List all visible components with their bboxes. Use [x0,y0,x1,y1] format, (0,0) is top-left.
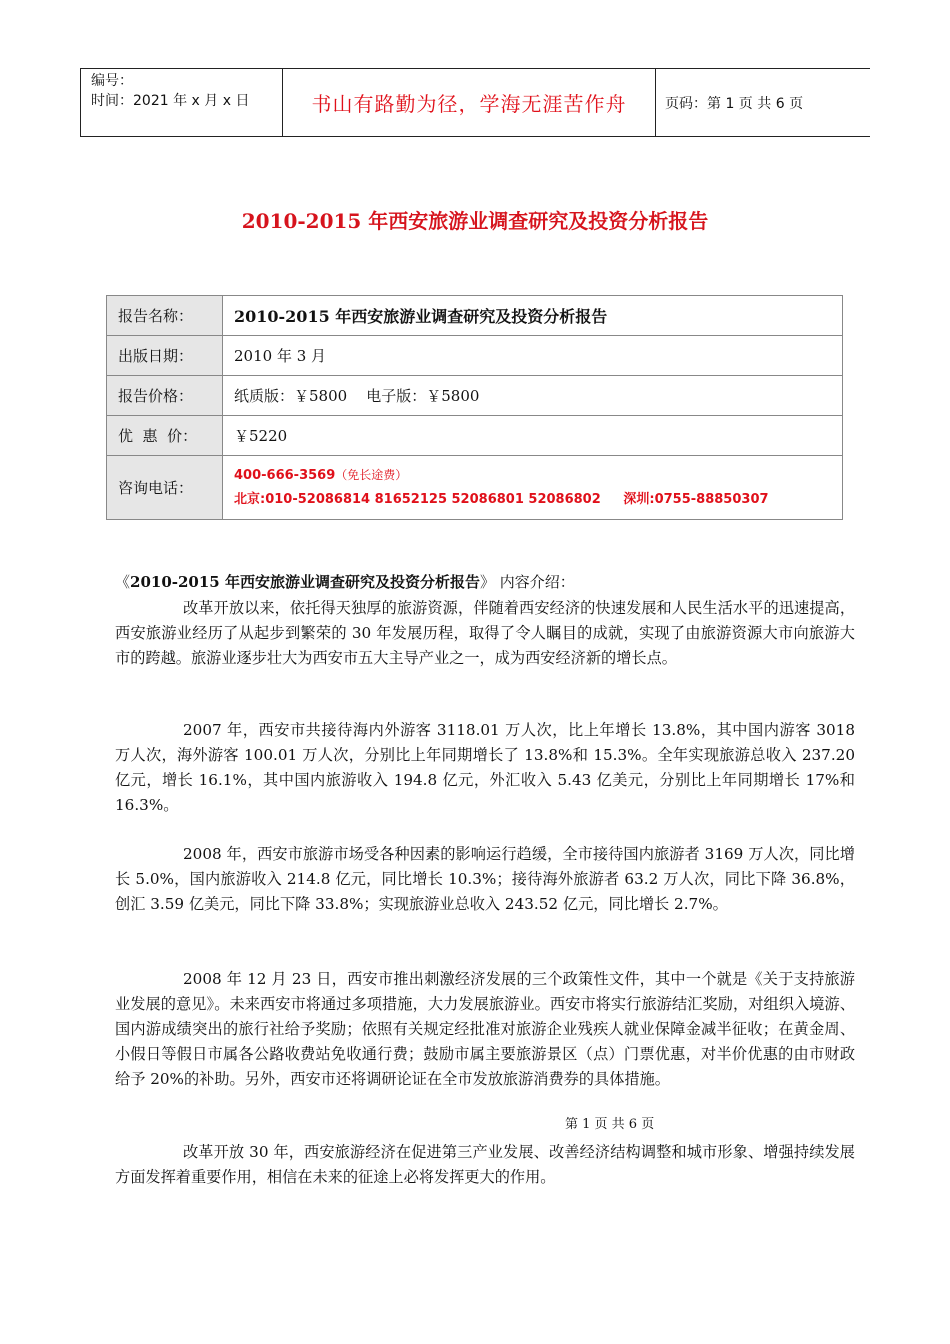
report-info-table [106,295,843,520]
table-row [107,296,843,336]
info-key: 优 惠 价： [107,416,223,456]
info-value-publish-date: 2010 年 3 月 [223,336,843,376]
doc-time-label: 时间：2021 年 x 月 x 日 [91,93,250,109]
document-header [80,68,870,137]
info-key: 报告名称： [107,296,223,336]
table-row [107,376,843,416]
intro-prefix: 《 [115,573,131,591]
intro-suffix: 》 内容介绍： [479,573,575,591]
info-value-price: 纸质版：￥5800 电子版：￥5800 [223,376,843,416]
doc-number-label: 编号： [91,73,133,89]
header-page-label: 页码：第 1 页 共 6 页 [665,96,804,112]
hotline-note: （免长途费） [335,468,408,482]
hotline-number[interactable]: 400-666-3569 [234,468,336,483]
table-row [107,336,843,376]
info-key: 报告价格： [107,376,223,416]
hotline-line [234,463,842,488]
intro-report-name: 2010-2015 年西安旅游业调查研究及投资分析报告 [130,573,480,591]
body-paragraph: 2008 年 12 月 23 日，西安市推出刺激经济发展的三个政策性文件，其中一个就是《关于支持旅游业发展的意见》。未来西安市将通过多项措施，大力发展旅游业。西安市将实行旅游结汇奖励，对组织入境游、国内游成绩突出的旅行社给予奖励；依照有关规定经批准对旅游企业残疾人就业保障金减半征收；在黄金周、小假日等假日市属各公路收费站免收通行费；鼓励市属主要旅游景区（点）门票优惠，对半价优惠的由市财政给予 20%的补助。另外，西安市还将调研论证在全市发放旅游消费券的具体措施。 [115,970,855,1088]
body-paragraph: 2007 年，西安市共接待海内外游客 3118.01 万人次，比上年增长 13.8%，其中国内游客 3018 万人次，海外游客 100.01 万人次，分别比上年同期增长了 13.8%和 15.3%。全年实现旅游总收入 237.20 亿元，增长 16.1%，其中国内旅游收入 194.8 亿元，外汇收入 5.43 亿美元，分别比上年同期增长 17%和 16.3%。 [115,721,855,814]
info-key: 出版日期： [107,336,223,376]
info-value-discount-price: ￥5220 [223,416,843,456]
page-number-footer: 第 1 页 共 6 页 [565,1117,655,1132]
header-meta-cell [81,69,283,136]
body-paragraph: 2008 年，西安市旅游市场受各种因素的影响运行趋缓，全市接待国内旅游者 3169 万人次，同比增长 5.0%，国内旅游收入 214.8 亿元，同比增长 10.3%；接待海外旅游者 63.2 万人次，同比下降 36.8%，创汇 3.59 亿美元，同比下降 33.8%；实现旅游业总收入 243.52 亿元，同比增长 2.7%。 [115,845,855,913]
intro-heading [115,571,575,592]
phone-numbers: 北京:010-52086814 81652125 52086801 52086802 深圳:0755-88850307 [234,492,769,507]
table-row [107,416,843,456]
body-paragraph: 改革开放以来，依托得天独厚的旅游资源，伴随着西安经济的快速发展和人民生活水平的迅速提高，西安旅游业经历了从起步到繁荣的 30 年发展历程，取得了令人瞩目的成就，实现了由旅游资源大市向旅游大市的跨越。旅游业逐步壮大为西安市五大主导产业之一，成为西安经济新的增长点。 [115,599,855,667]
info-key: 咨询电话： [107,456,223,520]
header-motto: 书山有路勤为径，学海无涯苦作舟 [283,69,656,136]
info-value-contact [223,456,843,520]
report-title: 2010-2015 年西安旅游业调查研究及投资分析报告 [241,209,709,233]
table-row [107,456,843,520]
body-paragraph: 改革开放 30 年，西安旅游经济在促进第三产业发展、改善经济结构调整和城市形象、增强持续发展方面发挥着重要作用，相信在未来的征途上必将发挥更大的作用。 [115,1143,855,1186]
info-value-report-name: 2010-2015 年西安旅游业调查研究及投资分析报告 [223,296,843,336]
